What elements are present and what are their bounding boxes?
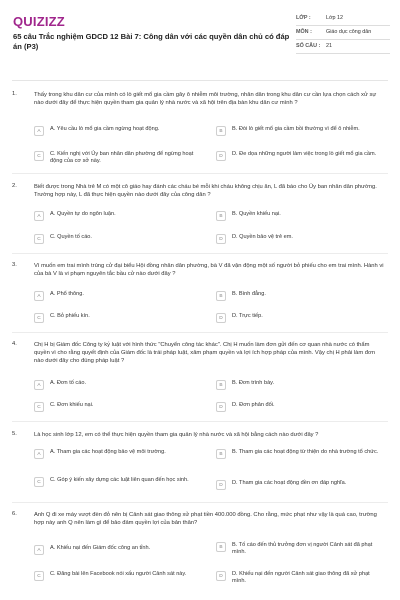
question-divider [12, 332, 388, 333]
option-text: A. Quyền tự do ngôn luận. [50, 211, 116, 217]
question-text: Là học sinh lớp 12, em có thể thực hiện quyền tham gia quản lý nhà nước và xã hội bằng cách nào dưới đây ? [34, 432, 319, 438]
meta-key: LỚP : [296, 15, 311, 21]
option-text: B. Bình đẳng. [232, 291, 266, 297]
option-a[interactable] [34, 545, 200, 555]
option-a[interactable] [34, 291, 200, 301]
meta-value: Lớp 12 [326, 15, 344, 21]
meta-row-subject [296, 26, 390, 40]
question-text: Biết được trong Nhà trẻ M có một cô giáo hay đánh các cháu bé mỗi khi cháu không chịu ăn, L đã báo cho Ủy ban nhân dân phường. Trường hợp này, L đã thực hiện quyền nào dưới đây của công dân ? [34, 184, 377, 198]
option-letter: D [216, 151, 226, 161]
option-letter: A [34, 211, 44, 221]
option-b[interactable] [216, 291, 382, 301]
option-d[interactable] [216, 402, 382, 412]
option-d[interactable] [216, 234, 382, 244]
question-divider [12, 173, 388, 174]
option-d[interactable] [216, 480, 382, 490]
option-letter: A [34, 545, 44, 555]
option-text: D. Tham gia các hoạt động đền ơn đáp nghĩa. [232, 480, 347, 486]
option-letter: D [216, 480, 226, 490]
option-text: A. Phổ thông. [50, 291, 84, 297]
meta-row-count [296, 40, 390, 54]
meta-value: Giáo dục công dân [326, 29, 372, 35]
option-letter: A [34, 126, 44, 136]
question-text: Vì muốn em trai mình trúng cử đại biểu Hội đồng nhân dân phường, bà V đã vận động một số người bỏ phiếu cho em trai mình. Hành vi của bà V là vi phạm nguyên tắc bầu cử nào dưới đây ? [34, 263, 384, 277]
question-divider [12, 502, 388, 503]
option-text: D. Đơn phản đối. [232, 402, 275, 408]
option-text: A. Khiếu nại đến Giám đốc công an tỉnh. [50, 545, 151, 551]
header-divider [12, 80, 388, 81]
meta-value: 21 [326, 43, 332, 49]
meta-panel [296, 12, 390, 54]
meta-row-class [296, 12, 390, 26]
option-letter: A [34, 449, 44, 459]
option-text: B. Đòi lò giết mổ gia cầm bồi thường vì để ô nhiễm. [232, 126, 360, 132]
option-text: C. Đơn khiếu nại. [50, 402, 94, 408]
option-text: B. Tham gia các hoạt động từ thiện do nhà trường tổ chức. [232, 449, 379, 455]
option-letter: B [216, 291, 226, 301]
option-b[interactable] [216, 542, 382, 557]
option-d[interactable] [216, 151, 382, 161]
option-text: C. Kiến nghị với Ủy ban nhân dân phường để ngừng hoạt động của cơ sở này. [50, 151, 194, 165]
option-text: D. Khiếu nại đến người Cảnh sát giao thông đã xử phạt mình. [232, 571, 370, 585]
option-letter: B [216, 380, 226, 390]
quizizz-logo: QUIZIZZ [13, 14, 65, 29]
option-letter: B [216, 126, 226, 136]
option-d[interactable] [216, 313, 382, 323]
option-text: B. Tố cáo đến thủ trưởng đơn vị người Cảnh sát đã phạt mình. [232, 542, 373, 556]
question-text: Anh Q đi xe máy vượt đèn đỏ nên bị Cảnh sát giao thông xử phạt tiền 400.000 đồng. Cho rằng, mức phạt như vậy là quá cao, trường hợp này anh Q nên làm gì để bảo đảm quyền lợi của bản thân? [34, 512, 377, 526]
option-letter: A [34, 291, 44, 301]
option-c[interactable] [34, 571, 200, 581]
option-letter: C [34, 571, 44, 581]
question-number: 6. [12, 511, 17, 517]
question-divider [12, 253, 388, 254]
option-c[interactable] [34, 402, 200, 412]
option-letter: C [34, 234, 44, 244]
option-a[interactable] [34, 126, 200, 136]
option-c[interactable] [34, 477, 200, 487]
question-number: 5. [12, 431, 17, 437]
option-text: A. Đơn tố cáo. [50, 380, 87, 386]
question-number: 4. [12, 341, 17, 347]
option-letter: D [216, 234, 226, 244]
option-c[interactable] [34, 313, 200, 323]
option-text: D. Đe dọa những người làm việc trong lò giết mổ gia cầm. [232, 151, 377, 157]
option-letter: A [34, 380, 44, 390]
option-text: D. Quyền bảo vệ trẻ em. [232, 234, 293, 240]
question-divider [12, 421, 388, 422]
option-c[interactable] [34, 234, 200, 244]
page-title: 65 câu Trắc nghiệm GDCD 12 Bài 7: Công dân với các quyền dân chủ có đáp án (P3) [13, 32, 290, 51]
option-letter: D [216, 571, 226, 581]
option-b[interactable] [216, 380, 382, 390]
meta-key: SỐ CÂU : [296, 43, 321, 49]
option-b[interactable] [216, 449, 382, 459]
meta-key: MÔN : [296, 29, 312, 35]
option-a[interactable] [34, 449, 200, 459]
option-b[interactable] [216, 126, 382, 136]
option-letter: C [34, 402, 44, 412]
option-text: B. Quyền khiếu nại. [232, 211, 281, 217]
option-c[interactable] [34, 151, 200, 166]
question-number: 3. [12, 262, 17, 268]
option-a[interactable] [34, 380, 200, 390]
option-a[interactable] [34, 211, 200, 221]
option-text: C. Góp ý kiến xây dựng các luật liên quan đến học sinh. [50, 477, 189, 483]
option-d[interactable] [216, 571, 382, 586]
question-number: 1. [12, 91, 17, 97]
option-b[interactable] [216, 211, 382, 221]
question-text: Thấy trong khu dân cư của mình có lò giết mổ gia cầm gây ô nhiễm môi trường, nhân dân trong khu dân cư cần lựa chọn cách xử sự nào dưới đây để thực hiện quyền tham gia quản lý nhà nước và xã hội trên địa bàn khu dân cư mình ? [34, 92, 377, 106]
question-number: 2. [12, 183, 17, 189]
option-letter: B [216, 542, 226, 552]
option-text: C. Quyền tố cáo. [50, 234, 92, 240]
option-letter: B [216, 211, 226, 221]
option-text: B. Đơn trình bày. [232, 380, 275, 386]
option-letter: C [34, 151, 44, 161]
option-text: C. Bỏ phiếu kín. [50, 313, 90, 319]
option-letter: D [216, 402, 226, 412]
option-text: C. Đăng bài lên Facebook nói xấu người Cảnh sát này. [50, 571, 187, 577]
question-text: Chị H bị Giám đốc Công ty kỷ luật với hình thức "Chuyển công tác khác". Chị H muốn làm đơn gửi đến cơ quan nhà nước có thẩm quyền vì cho rằng quyết định của Giám đốc là trái pháp luật, xâm phạm quyền và lợi ích hợp pháp của mình. Vậy chị H phải làm đơn nào dưới đây cho đúng pháp luật ? [34, 342, 376, 364]
option-text: D. Trực tiếp. [232, 313, 263, 319]
option-letter: C [34, 313, 44, 323]
option-text: A. Tham gia các hoạt động bảo vệ môi trường. [50, 449, 166, 455]
option-letter: C [34, 477, 44, 487]
option-letter: D [216, 313, 226, 323]
option-text: A. Yêu cầu lò mổ gia cầm ngừng hoạt động. [50, 126, 160, 132]
option-letter: B [216, 449, 226, 459]
